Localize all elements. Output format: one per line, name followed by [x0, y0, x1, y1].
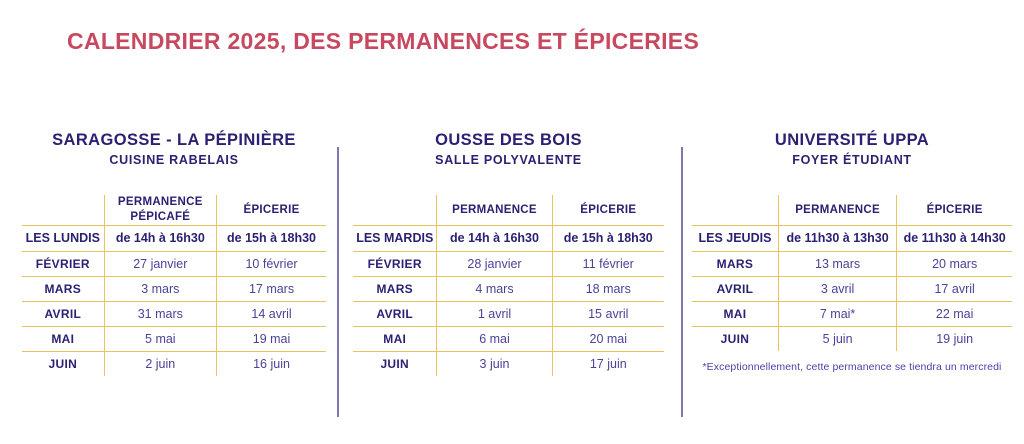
venue-section-saragosse [22, 130, 326, 376]
month-label: MAI [692, 301, 778, 326]
month-label: AVRIL [353, 301, 437, 326]
permanence-date: 3 avril [778, 276, 896, 301]
month-label: MAI [353, 326, 437, 351]
table-row [22, 251, 326, 276]
permanence-hours: de 11h30 à 13h30 [778, 225, 896, 251]
schedule-row [692, 225, 1012, 251]
month-label: AVRIL [692, 276, 778, 301]
epicerie-date: 18 mars [552, 276, 664, 301]
table-header-row [22, 195, 326, 225]
month-label: MARS [692, 251, 778, 276]
table-row [22, 276, 326, 301]
table-row [353, 326, 664, 351]
epicerie-date: 15 avril [552, 301, 664, 326]
table-row [353, 351, 664, 376]
table-row [692, 251, 1012, 276]
epicerie-column-header: ÉPICERIE [897, 195, 1012, 225]
venue-title: UNIVERSITÉ UPPA [774, 131, 930, 149]
epicerie-column-header: ÉPICERIE [217, 195, 326, 225]
venue-subtitle: CUISINE RABELAIS [109, 153, 239, 167]
table-row [692, 301, 1012, 326]
table-row [353, 251, 664, 276]
permanence-date: 7 mai* [778, 301, 896, 326]
month-label: JUIN [720, 331, 750, 346]
epicerie-date: 16 juin [217, 351, 326, 376]
schedule-row [22, 225, 326, 251]
empty-header-cell [353, 195, 437, 225]
empty-header-cell [22, 195, 104, 225]
table-row [692, 276, 1012, 301]
month-label: AVRIL [22, 301, 104, 326]
page-title: CALENDRIER 2025, DES PERMANENCES ET ÉPICERIES [67, 28, 700, 54]
calendar-table-universite-uppa [692, 195, 1012, 351]
epicerie-date: 19 mai [217, 326, 326, 351]
table-header-row [692, 195, 1012, 225]
permanence-date: 4 mars [437, 276, 552, 301]
epicerie-date: 22 mai [897, 301, 1012, 326]
epicerie-date: 10 février [217, 251, 326, 276]
month-label: JUIN [380, 356, 409, 371]
permanence-date: 3 mars [104, 276, 216, 301]
epicerie-date: 17 mars [217, 276, 326, 301]
table-header-row [353, 195, 664, 225]
month-label: FÉVRIER [353, 251, 437, 276]
month-label: JUIN [48, 356, 78, 371]
permanence-date: 28 janvier [437, 251, 552, 276]
epicerie-date: 20 mai [552, 326, 664, 351]
day-label: LES LUNDIS [22, 225, 104, 251]
venue-subtitle: SALLE POLYVALENTE [435, 153, 582, 167]
venue-section-universite-uppa [692, 130, 1012, 373]
permanence-date: 13 mars [778, 251, 896, 276]
permanence-date: 5 juin [778, 326, 896, 351]
epicerie-column-header: ÉPICERIE [552, 195, 664, 225]
venue-title: OUSSE DES BOIS [435, 131, 582, 149]
month-label: MARS [22, 276, 104, 301]
permanence-date: 27 janvier [104, 251, 216, 276]
epicerie-date: 17 juin [552, 351, 664, 376]
vertical-divider [337, 147, 339, 417]
day-label: LES MARDIS [353, 225, 437, 251]
month-label: MARS [353, 276, 437, 301]
permanence-date: 3 juin [437, 351, 552, 376]
permanence-column-header: PERMANENCE [437, 195, 552, 225]
permanence-date: 6 mai [437, 326, 552, 351]
epicerie-date: 17 avril [897, 276, 1012, 301]
epicerie-hours: de 11h30 à 14h30 [897, 225, 1012, 251]
permanence-hours: de 14h à 16h30 [104, 225, 216, 251]
month-label: MAI [22, 326, 104, 351]
schedule-row [353, 225, 664, 251]
month-label: FÉVRIER [22, 251, 104, 276]
permanence-hours: de 14h à 16h30 [437, 225, 552, 251]
table-row [22, 301, 326, 326]
permanence-date: 2 juin [104, 351, 216, 376]
table-row [22, 326, 326, 351]
epicerie-date: 11 février [552, 251, 664, 276]
table-row [22, 351, 326, 376]
venue-subtitle: FOYER ÉTUDIANT [792, 153, 912, 167]
empty-header-cell [692, 195, 778, 225]
table-row [353, 276, 664, 301]
calendar-table-ousse-des-bois [353, 195, 664, 376]
epicerie-hours: de 15h à 18h30 [552, 225, 664, 251]
wednesday-exception-footnote: *Exceptionnellement, cette permanence se tiendra un mercredi [702, 361, 1002, 373]
venue-section-ousse-des-bois [353, 130, 664, 376]
table-row [692, 326, 1012, 351]
day-label: LES JEUDIS [692, 225, 778, 251]
calendar-table-saragosse [22, 195, 326, 376]
table-row [353, 301, 664, 326]
venue-title: SARAGOSSE - LA PÉPINIÈRE [52, 131, 296, 149]
epicerie-date: 19 juin [897, 326, 1012, 351]
permanence-column-header: PERMANENCE [778, 195, 896, 225]
permanence-date: 31 mars [104, 301, 216, 326]
permanence-date: 5 mai [104, 326, 216, 351]
epicerie-hours: de 15h à 18h30 [217, 225, 326, 251]
permanence-column-header: PERMANENCE PÉPICAFÉ [104, 195, 216, 225]
permanence-date: 1 avril [437, 301, 552, 326]
epicerie-date: 14 avril [217, 301, 326, 326]
vertical-divider [681, 147, 683, 417]
epicerie-date: 20 mars [897, 251, 1012, 276]
